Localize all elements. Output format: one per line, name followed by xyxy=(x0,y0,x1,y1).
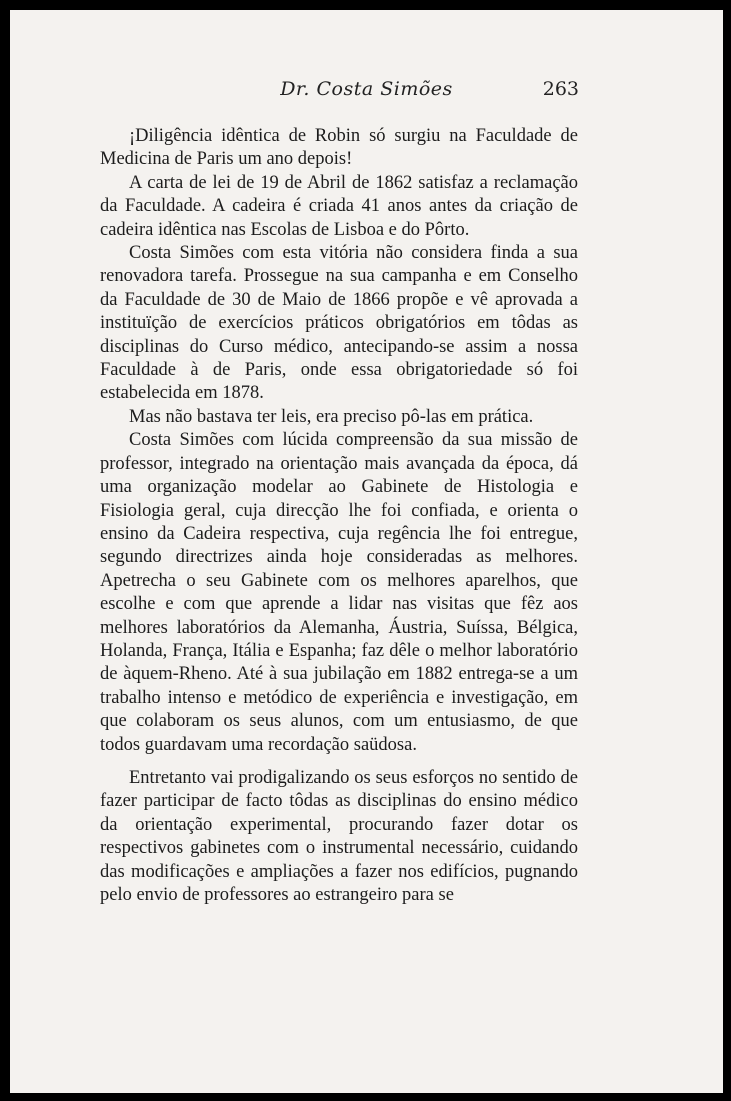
body-text xyxy=(100,125,578,907)
paragraph: Mas não bastava ter leis, era preciso pô-las em prática. xyxy=(129,406,534,427)
paragraph: ¡Diligência idêntica de Robin só surgiu na Faculdade de Medicina de Paris um ano depois! xyxy=(100,126,578,170)
paragraph: Entretanto vai prodigalizando os seus esforços no sentido de fazer participar de facto tôdas as disciplinas do ensino médico da orientação experimental, procurando fazer dotar os respectivos gabinetes com o instrumental necessário, cuidando das modificações e ampliações a fazer nos edifícios, pugnando pelo envio de professores ao estrangeiro para se xyxy=(100,767,578,905)
book-page xyxy=(10,10,723,1093)
paragraph: Costa Simões com esta vitória não considera finda a sua renovadora tarefa. Prossegue na sua campanha e em Conselho da Faculdade de 30 de Maio de 1866 propõe e vê aprovada a instituïção de exercícios práticos obrigatórios em tôdas as disciplinas do Curso médico, antecipando-se assim a nossa Faculdade à de Paris, onde essa obrigatoriedade só foi estabelecida em 1878. xyxy=(100,243,578,404)
page-header xyxy=(10,78,723,108)
running-title: Dr. Costa Simões xyxy=(280,78,453,100)
page-number: 263 xyxy=(542,78,579,100)
paragraph: Costa Simões com lúcida compreensão da sua missão de professor, integrado na orientação mais avançada da época, dá uma organização modelar ao Gabinete de Histologia e Fisiologia geral, cuja direcção lhe foi confiada, e orienta o ensino da Cadeira respectiva, cuja regência lhe foi entregue, segundo directrizes ainda hoje consideradas as melhores. Apetrecha o seu Gabinete com os melhores aparelhos, que escolhe e com que aprende a lidar nas visitas que fêz aos melhores laboratórios da Alemanha, Áustria, Suíssa, Bélgica, Holanda, França, Itália e Espanha; faz dêle o melhor laboratório de àquem-Rheno. Até à sua jubilação em 1882 entrega-se a um trabalho intenso e metódico de experiência e investigação, em que colaboram os seus alunos, com um entusiasmo, de que todos guardavam uma recordação saüdosa. xyxy=(100,430,578,755)
paragraph: A carta de lei de 19 de Abril de 1862 satisfaz a reclamação da Faculdade. A cadeira é criada 41 anos antes da criação de cadeira idêntica nas Escolas de Lisboa e do Pôrto. xyxy=(100,172,578,240)
